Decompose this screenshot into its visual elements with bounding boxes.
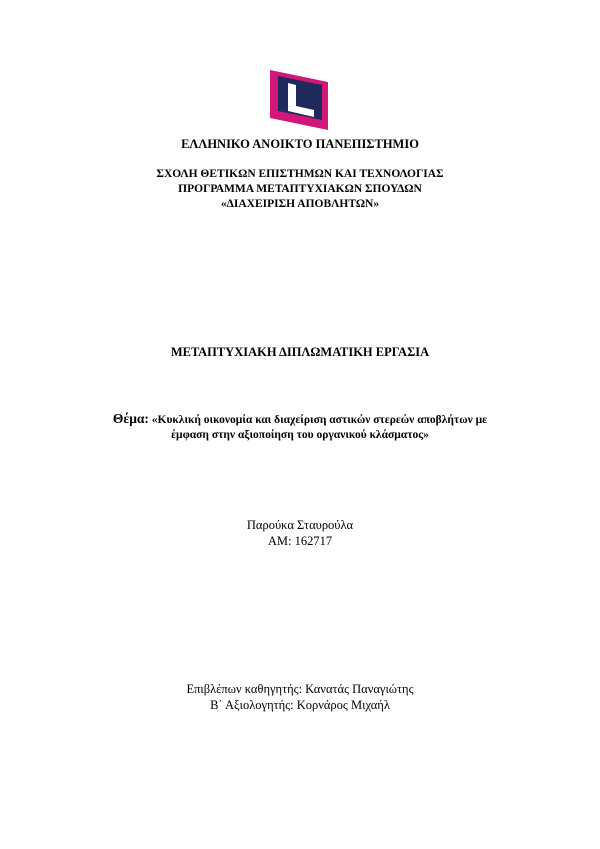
program-title: ΠΡΟΓΡΑΜΜΑ ΜΕΤΑΠΤΥΧΙΑΚΩΝ ΣΠΟΥΔΩΝ <box>178 183 422 195</box>
program-name: «ΔΙΑΧΕΙΡΙΣΗ ΑΠΟΒΛΗΤΩΝ» <box>220 198 380 210</box>
thesis-type: ΜΕΤΑΠΤΥΧΙΑΚΗ ΔΙΠΛΩΜΑΤΙΚΗ ΕΡΓΑΣΙΑ <box>170 345 430 359</box>
topic-line-1 <box>0 411 600 427</box>
university-name: ΕΛΛΗΝΙΚΟ ΑΝΟΙΚΤΟ ΠΑΝΕΠΙΣΤΗΜΙΟ <box>181 137 419 151</box>
topic-line-2: έμφαση στην αξιοποίηση του οργανικού κλάσματος» <box>171 429 429 441</box>
second-examiner-line: Β΄ Αξιολογητής: Κορνάρος Μιχαήλ <box>210 698 390 712</box>
author-name: Παρούκα Σταυρούλα <box>246 518 354 532</box>
school-name: ΣΧΟΛΗ ΘΕΤΙΚΩΝ ΕΠΙΣΤΗΜΩΝ ΚΑΙ ΤΕΧΝΟΛΟΓΙΑΣ <box>156 168 444 180</box>
supervisor-line: Επιβλέπων καθηγητής: Κανατάς Παναγιώτης <box>186 682 414 696</box>
university-logo-icon <box>270 70 328 130</box>
topic-text-1: «Κυκλική οικονομία και διαχείριση αστικών στερεών αποβλήτων με <box>151 414 488 426</box>
topic-label: Θέμα: <box>112 411 149 426</box>
author-id: ΑΜ: 162717 <box>267 534 333 548</box>
